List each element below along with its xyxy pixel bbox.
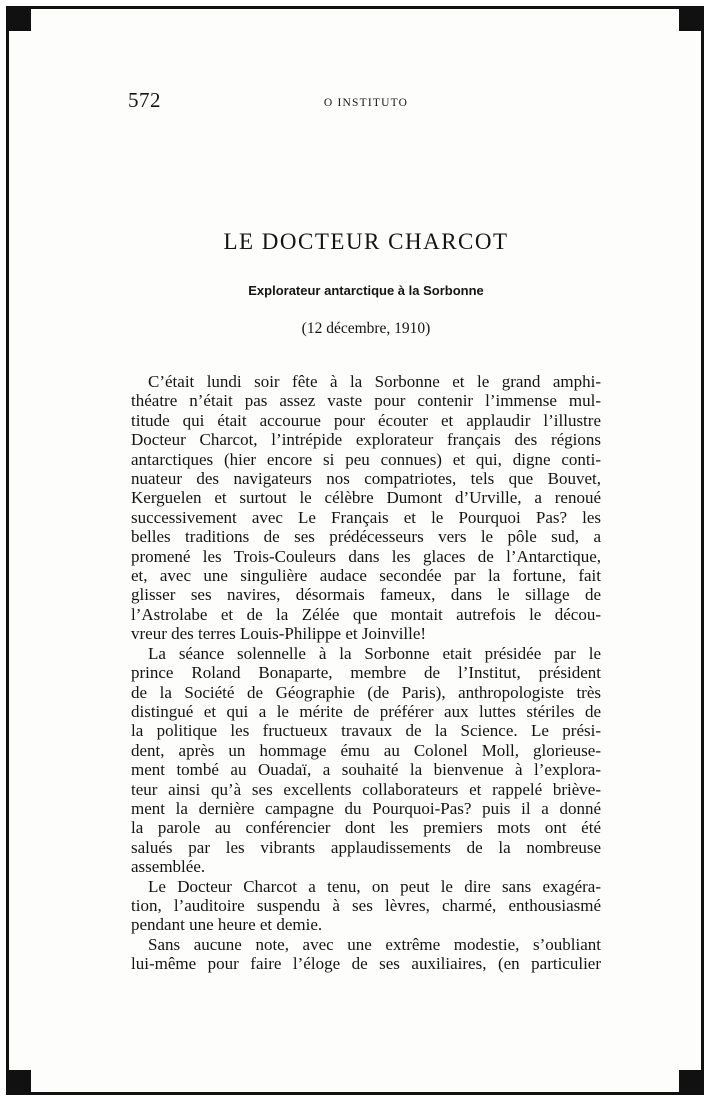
corner-mark [9,9,31,31]
corner-mark [9,1070,31,1092]
body-line: Le Docteur Charcot a tenu, on peut le dire sans exagéra- [148,876,601,896]
body-line: belles traditions de ses prédécesseurs vers le pôle sud, a [131,527,601,547]
body-line: vreur des terres Louis-Philippe et Joinville! [131,624,427,644]
body-line: la parole au conférencier dont les premiers mots ont été [131,818,601,838]
body-line: Kerguelen et surtout le célèbre Dumont d’Urville, a renoué [131,488,601,508]
body-line: successivement avec Le Français et le Pourquoi Pas? les [131,507,601,527]
body-line: l’Astrolabe et de la Zélée que montait autrefois le décou- [131,604,601,624]
page-number: 572 [128,88,161,112]
body-line: ment tombé au Ouadaï, a souhaité la bienvenue à l’explora- [131,760,601,780]
body-line: Sans aucune note, avec une extrême modestie, s’oubliant [148,934,601,954]
body-line: glisser ses navires, désormais fameux, dans le sillage de [131,585,601,605]
running-head: O INSTITUTO [323,97,409,109]
article-body [131,372,601,974]
body-line: assemblée. [131,857,206,877]
body-line: dent, après un hommage ému au Colonel Moll, glorieuse- [131,740,601,760]
body-line: la politique les fructueux travaux de la Science. Le prési- [131,721,601,741]
body-line: promené les Trois-Couleurs dans les glaces de l’Antarctique, [131,546,601,566]
body-line: nuateur des navigateurs nos compatriotes, tels que Bouvet, [131,469,601,489]
corner-mark [679,9,701,31]
body-line: antarctiques (hier encore si peu connues) et qui, digne conti- [131,449,601,469]
body-line: lui-même pour faire l’éloge de ses auxiliaires, (en particulier [131,954,601,974]
body-line: teur ainsi qu’à ses excellents collaborateurs et rappelé briève- [131,779,601,799]
body-line: La séance solennelle à la Sorbonne etait présidée par le [148,643,601,663]
body-line: théatre n’était pas assez vaste pour contenir l’immense mul- [131,391,601,411]
body-line: prince Roland Bonaparte, membre de l’Institut, président [131,663,601,683]
body-line: salués par les vibrants applaudissements de la nombreuse [131,837,601,857]
body-line: C’était lundi soir fête à la Sorbonne et le grand amphi- [148,372,601,391]
body-line: Docteur Charcot, l’intrépide explorateur français des régions [131,430,601,450]
body-line: titude qui était accourue pour écouter et applaudir l’illustre [131,410,601,430]
article-date: (12 décembre, 1910) [301,320,431,337]
body-line: et, avec une singulière audace secondée par la fortune, fait [131,566,601,586]
article-subtitle: Explorateur antarctique à la Sorbonne [248,283,484,298]
article-title: LE DOCTEUR CHARCOT [223,229,509,254]
body-line: tion, l’auditoire suspendu à ses lèvres, charmé, enthousiasmé [131,895,601,915]
body-line: de la Société de Géographie (de Paris), anthropologiste très [131,682,601,702]
body-line: pendant une heure et demie. [131,915,323,935]
body-line: ment la dernière campagne du Pourquoi-Pas? puis il a donné [131,798,601,818]
corner-mark [679,1070,701,1092]
body-line: distingué et qui a le mérite de préférer aux luttes stériles de [131,701,601,721]
